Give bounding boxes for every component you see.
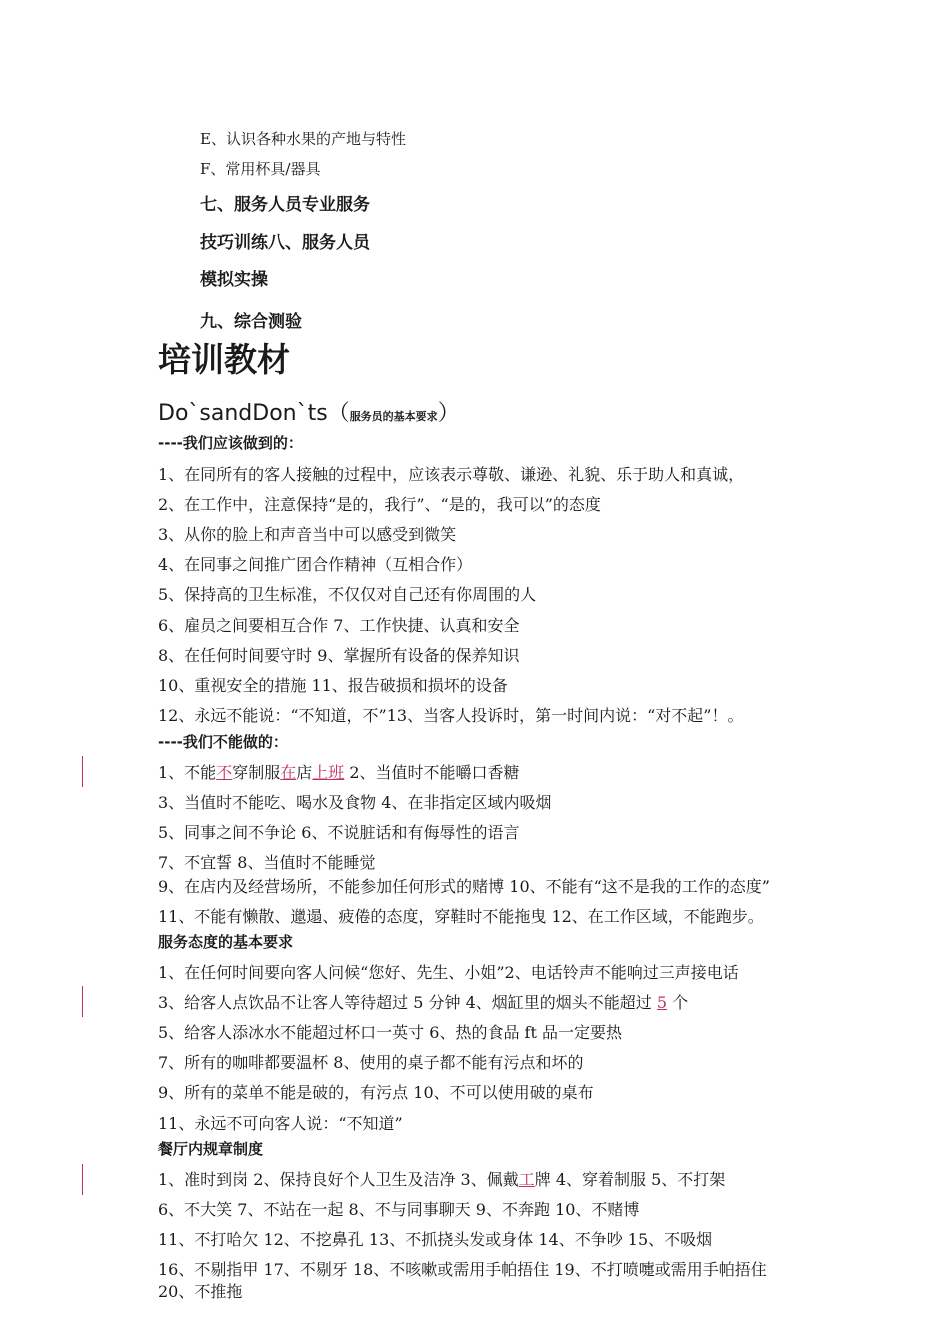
list-item: 4、在同事之间推广团合作精神（互相合作） (158, 555, 473, 574)
donts-heading: ----我们不能做的： (158, 733, 288, 751)
list-item: 11、不能有懒散、邋遢、疲倦的态度，穿鞋时不能拖曳 12、在工作区域，不能跑步。 (158, 907, 764, 926)
text-run: 牌 4、穿着制服 5、不打架 (534, 1170, 726, 1189)
rules-heading: 餐厅内规章制度 (158, 1140, 264, 1158)
page-title: 培训教材 (158, 340, 290, 379)
list-item-e: E、认识各种水果的产地与特性 (200, 130, 406, 148)
subtitle-small: 服务员的基本要求 (349, 410, 438, 423)
text-run: 1、不能 (158, 763, 217, 782)
list-item: 20、不推拖 (158, 1282, 243, 1301)
revision-mark: 5 (656, 993, 668, 1012)
list-item: 9、在店内及经营场所，不能参加任何形式的赌博 10、不能有“这不是我的工作的态度” (158, 877, 770, 896)
subtitle-close: ） (437, 401, 460, 426)
revision-mark: 在 (280, 763, 297, 782)
list-item: 9、所有的菜单不能是破的，有污点 10、不可以使用破的桌布 (158, 1083, 594, 1102)
revision-mark: 工 (518, 1170, 535, 1189)
list-item: 7、所有的咖啡都要温杯 8、使用的桌子都不能有污点和坏的 (158, 1053, 584, 1072)
service-heading: 服务态度的基本要求 (158, 933, 294, 951)
outline-item-7: 七、服务人员专业服务 (200, 195, 370, 215)
list-item (158, 1167, 725, 1190)
list-item (158, 990, 688, 1013)
list-item: 6、不大笑 7、不站在一起 8、不与同事聊天 9、不奔跑 10、不赌博 (158, 1200, 640, 1219)
list-item: 6、雇员之间要相互合作 7、工作快捷、认真和安全 (158, 616, 520, 635)
outline-item-8: 技巧训练八、服务人员 (200, 233, 370, 253)
list-item: 8、在任何时间要守时 9、掌握所有设备的保养知识 (158, 646, 520, 665)
text-run: 店 (296, 763, 313, 782)
revision-bar (82, 1164, 83, 1195)
list-item: 2、在工作中，注意保持“是的，我行”、“是的，我可以”的态度 (158, 495, 601, 514)
subtitle-main: Do`sandDon`ts（ (158, 401, 350, 426)
text-run: 2、当值时不能嚼口香糖 (344, 763, 520, 782)
outline-item-8-cont: 模拟实操 (200, 270, 268, 290)
list-item: 5、同事之间不争论 6、不说脏话和有侮辱性的语言 (158, 823, 520, 842)
revision-bar (82, 986, 83, 1017)
revision-mark: 上班 (312, 763, 345, 782)
list-item-f: F、常用杯具/器具 (200, 160, 321, 178)
text-run: 1、准时到岗 2、保持良好个人卫生及洁净 3、佩戴 (158, 1170, 519, 1189)
dos-heading: ----我们应该做到的： (158, 434, 303, 452)
list-item: 1、在同所有的客人接触的过程中，应该表示尊敬、谦逊、礼貌、乐于助人和真诚， (158, 465, 745, 484)
list-item: 12、永远不能说：“不知道，不”13、当客人投诉时，第一时间内说：“对不起”！。 (158, 706, 744, 725)
subtitle (158, 396, 460, 427)
list-item: 1、在任何时间要向客人问候“您好、先生、小姐”2、电话铃声不能响过三声接电话 (158, 963, 739, 982)
list-item (158, 760, 520, 783)
revision-mark: 不 (216, 763, 233, 782)
list-item: 16、不剔指甲 17、不剔牙 18、不咳嗽或需用手帕捂住 19、不打喷嚏或需用手帕捂住 (158, 1260, 767, 1279)
outline-item-9: 九、综合测验 (200, 312, 302, 332)
list-item: 5、保持高的卫生标准，不仅仅对自己还有你周围的人 (158, 585, 537, 604)
revision-bar (82, 756, 83, 787)
list-item: 11、永远不可向客人说：“不知道” (158, 1114, 403, 1133)
text-run: 个 (667, 993, 689, 1012)
list-item: 11、不打哈欠 12、不挖鼻孔 13、不抓挠头发或身体 14、不争吵 15、不吸烟 (158, 1230, 713, 1249)
list-item: 3、当值时不能吃、喝水及食物 4、在非指定区域内吸烟 (158, 793, 552, 812)
list-item: 3、从你的脸上和声音当中可以感受到微笑 (158, 525, 457, 544)
text-run: 穿制服 (232, 763, 281, 782)
list-item: 7、不宜誓 8、当值时不能睡觉 (158, 853, 376, 872)
list-item: 10、重视安全的措施 11、报告破损和损坏的设备 (158, 676, 508, 695)
text-run: 3、给客人点饮品不让客人等待超过 5 分钟 4、烟缸里的烟头不能超过 (158, 993, 657, 1012)
list-item: 5、给客人添冰水不能超过杯口一英寸 6、热的食品 ft 品一定要热 (158, 1023, 622, 1042)
